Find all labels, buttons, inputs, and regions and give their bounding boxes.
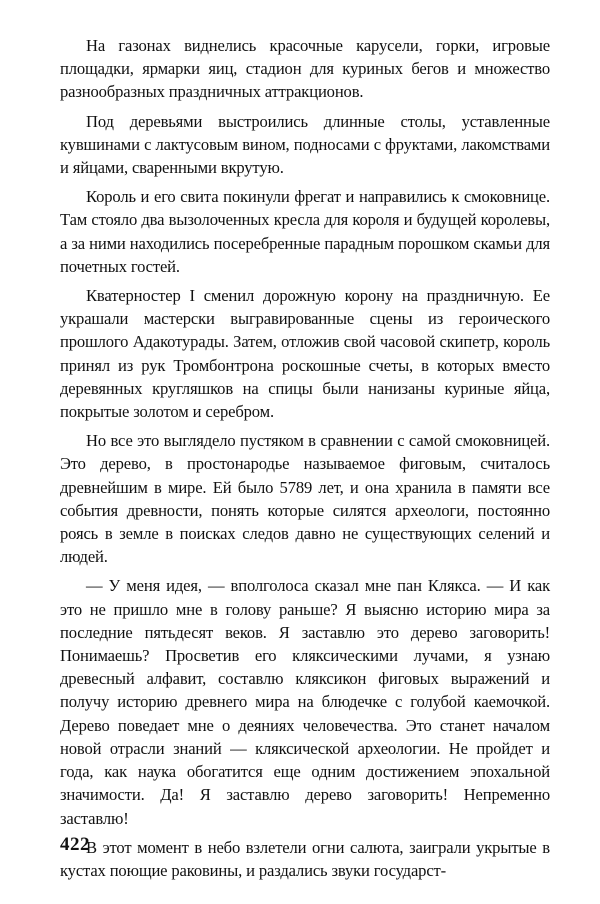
page-text [60,34,550,888]
paragraph-4: Кватерностер I сменил дорожную корону на праздничную. Ее украшали мастерски выгравированные сцены из героического прошлого Адакотурады. Затем, отложив свой часовой скипетр, король принял из рук Тромбонтрона роскошные счеты, в которых вместо деревянных кругляшков на спицы были нанизаны куриные яйца, покрытые золотом и серебром. [60,286,550,422]
paragraph-5: Но все это выглядело пустяком в сравнении с самой смоковницей. Это дерево, в простонародье называемое фиговым, считалось древнейшим в мире. Ей было 5789 лет, и она хранила в памяти все события древности, понять которые силятся археологи, постоянно роясь в земле в поисках следов давно не существующих селений и людей. [60,431,550,567]
paragraph-7: В этот момент в небо взлетели огни салюта, заиграли укрытые в кустах поющие раковины, и раздались звуки государст- [60,837,550,880]
paragraph-1: На газонах виднелись красочные карусели, горки, игровые площадки, ярмарки яиц, стадион для куриных бегов и множество разнообразных праздничных аттракционов. [60,36,550,102]
paragraph-6: — У меня идея, — вполголоса сказал мне пан Клякса. — И как это не пришло мне в голову раньше? Я выясню историю мира за последние пятьдесят веков. Я заставлю это дерево заговорить! Понимаешь? Просветив его кляксическими лучами, я узнаю древесный алфавит, составлю кляксикон фиговых выражений и получу историю древнего мира на блюдечке с голубой каемочкой. Дерево поведает мне о деяниях человечества. Это станет началом новой отрасли знаний — кляксической археологии. Не пройдет и года, как наука обогатится еще одним достижением эпохальной значимости. Да! Я заставлю дерево заговорить! Непременно заставлю! [60,576,550,828]
paragraph-3: Король и его свита покинули фрегат и направились к смоковнице. Там стояло два вызолоченных кресла для короля и будущей королевы, а за ними находились посеребренные парадным порошком скамьи для почетных гостей. [60,187,550,276]
page-number: 422 [60,834,90,855]
paragraph-2: Под деревьями выстроились длинные столы, уставленные кувшинами с лактусовым вином, подносами с фруктами, лакомствами и яйцами, сваренными вкрутую. [60,111,550,178]
